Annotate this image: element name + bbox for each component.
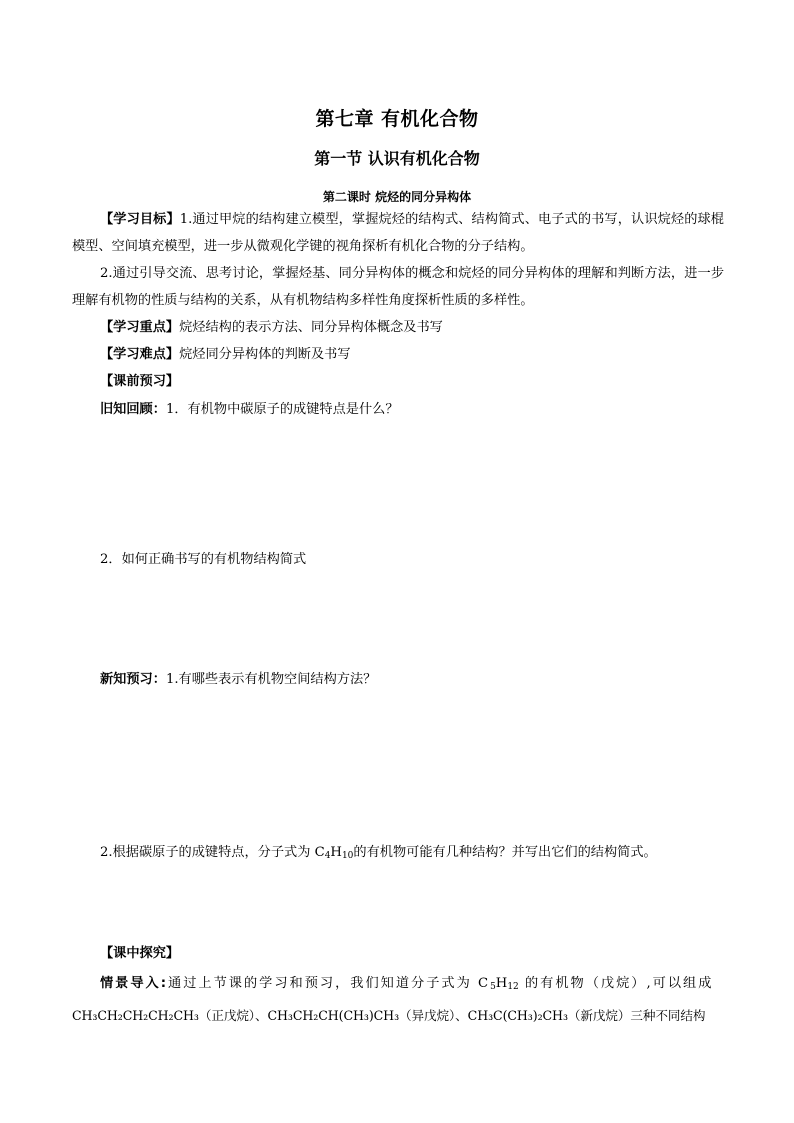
intro-sub-1: 5 [490,982,496,992]
nq2-part-a: 2.根据碳原子的成键特点，分子式为 C [100,845,325,860]
exploration-heading [72,940,724,967]
objectives-item-2: 2.通过引导交流、思考讨论，掌握烃基、同分异构体的概念和烷烃的同分异构体的理解和判断方法，进一步理解有机物的性质与结构的关系，从有机物结构多样性角度探析性质的多样性。 [72,266,724,308]
objectives-label: 【学习目标】 [100,212,180,227]
new-knowledge-label: 新知预习： [100,672,166,687]
nq2-sub-1: 4 [324,851,331,861]
review-question-2-text: 2．如何正确书写的有机物结构简式 [100,552,307,567]
new-knowledge-question-1 [72,666,724,693]
key-points-label: 【学习重点】 [100,320,180,335]
new-knowledge-question-2 [100,839,740,866]
intro-sub-2: 12 [507,982,519,992]
preview-heading [72,368,724,395]
review-question-1 [72,396,724,423]
key-points [72,314,724,341]
intro-label: 情景导入: [100,976,169,991]
difficulties [72,341,724,368]
lesson-title: 第二课时 烷烃的同分异构体 [322,190,472,204]
preview-label: 【课前预习】 [100,374,180,389]
nq2-part-b: H [330,845,342,860]
difficulties-text: 烷烃同分异构体的判断及书写 [179,347,351,362]
pentane-isomers-text: CH₃CH₂CH₂CH₂CH₃（正戊烷）、CH₃CH₂CH(CH₃)CH₃（异戊烷）、CH₃C(CH₃)₂CH₃（新戊烷）三种不同结构 [72,1008,706,1023]
nq2-sub-2: 10 [341,851,354,861]
intro-part-b: H [495,976,508,991]
pentane-isomers-line [72,1002,724,1029]
intro-part-a: 通过上节课的学习和预习，我们知道分子式为 C [168,976,491,991]
review-question-1-text: 1．有机物中碳原子的成键特点是什么？ [165,402,399,417]
objectives-item-1: 1.通过甲烷的结构建立模型，掌握烷烃的结构式、结构简式、电子式的书写，认识烷烃的球棍模型、空间填充模型，进一步从微观化学键的视角探析有机化合物的分子结构。 [72,212,724,254]
new-knowledge-question-1-text: 1.有哪些表示有机物空间结构方法？ [165,672,377,687]
key-points-text: 烷烃结构的表示方法、同分异构体概念及书写 [179,320,443,335]
nq2-part-c: 的有机物可能有几种结构？并写出它们的结构简式。 [353,845,657,860]
section-title: 第一节 认识有机化合物 [314,149,480,168]
learning-objectives-2 [72,260,724,314]
intro-part-c: 的有机物（戊烷）,可以组成 [518,976,714,991]
exploration-label: 【课中探究】 [100,946,180,961]
review-label: 旧知回顾： [100,402,166,417]
chapter-title: 第七章 有机化合物 [315,108,479,130]
scenario-intro [72,970,724,997]
learning-objectives-1 [72,206,724,260]
difficulties-label: 【学习难点】 [100,347,180,362]
review-question-2 [72,546,724,573]
